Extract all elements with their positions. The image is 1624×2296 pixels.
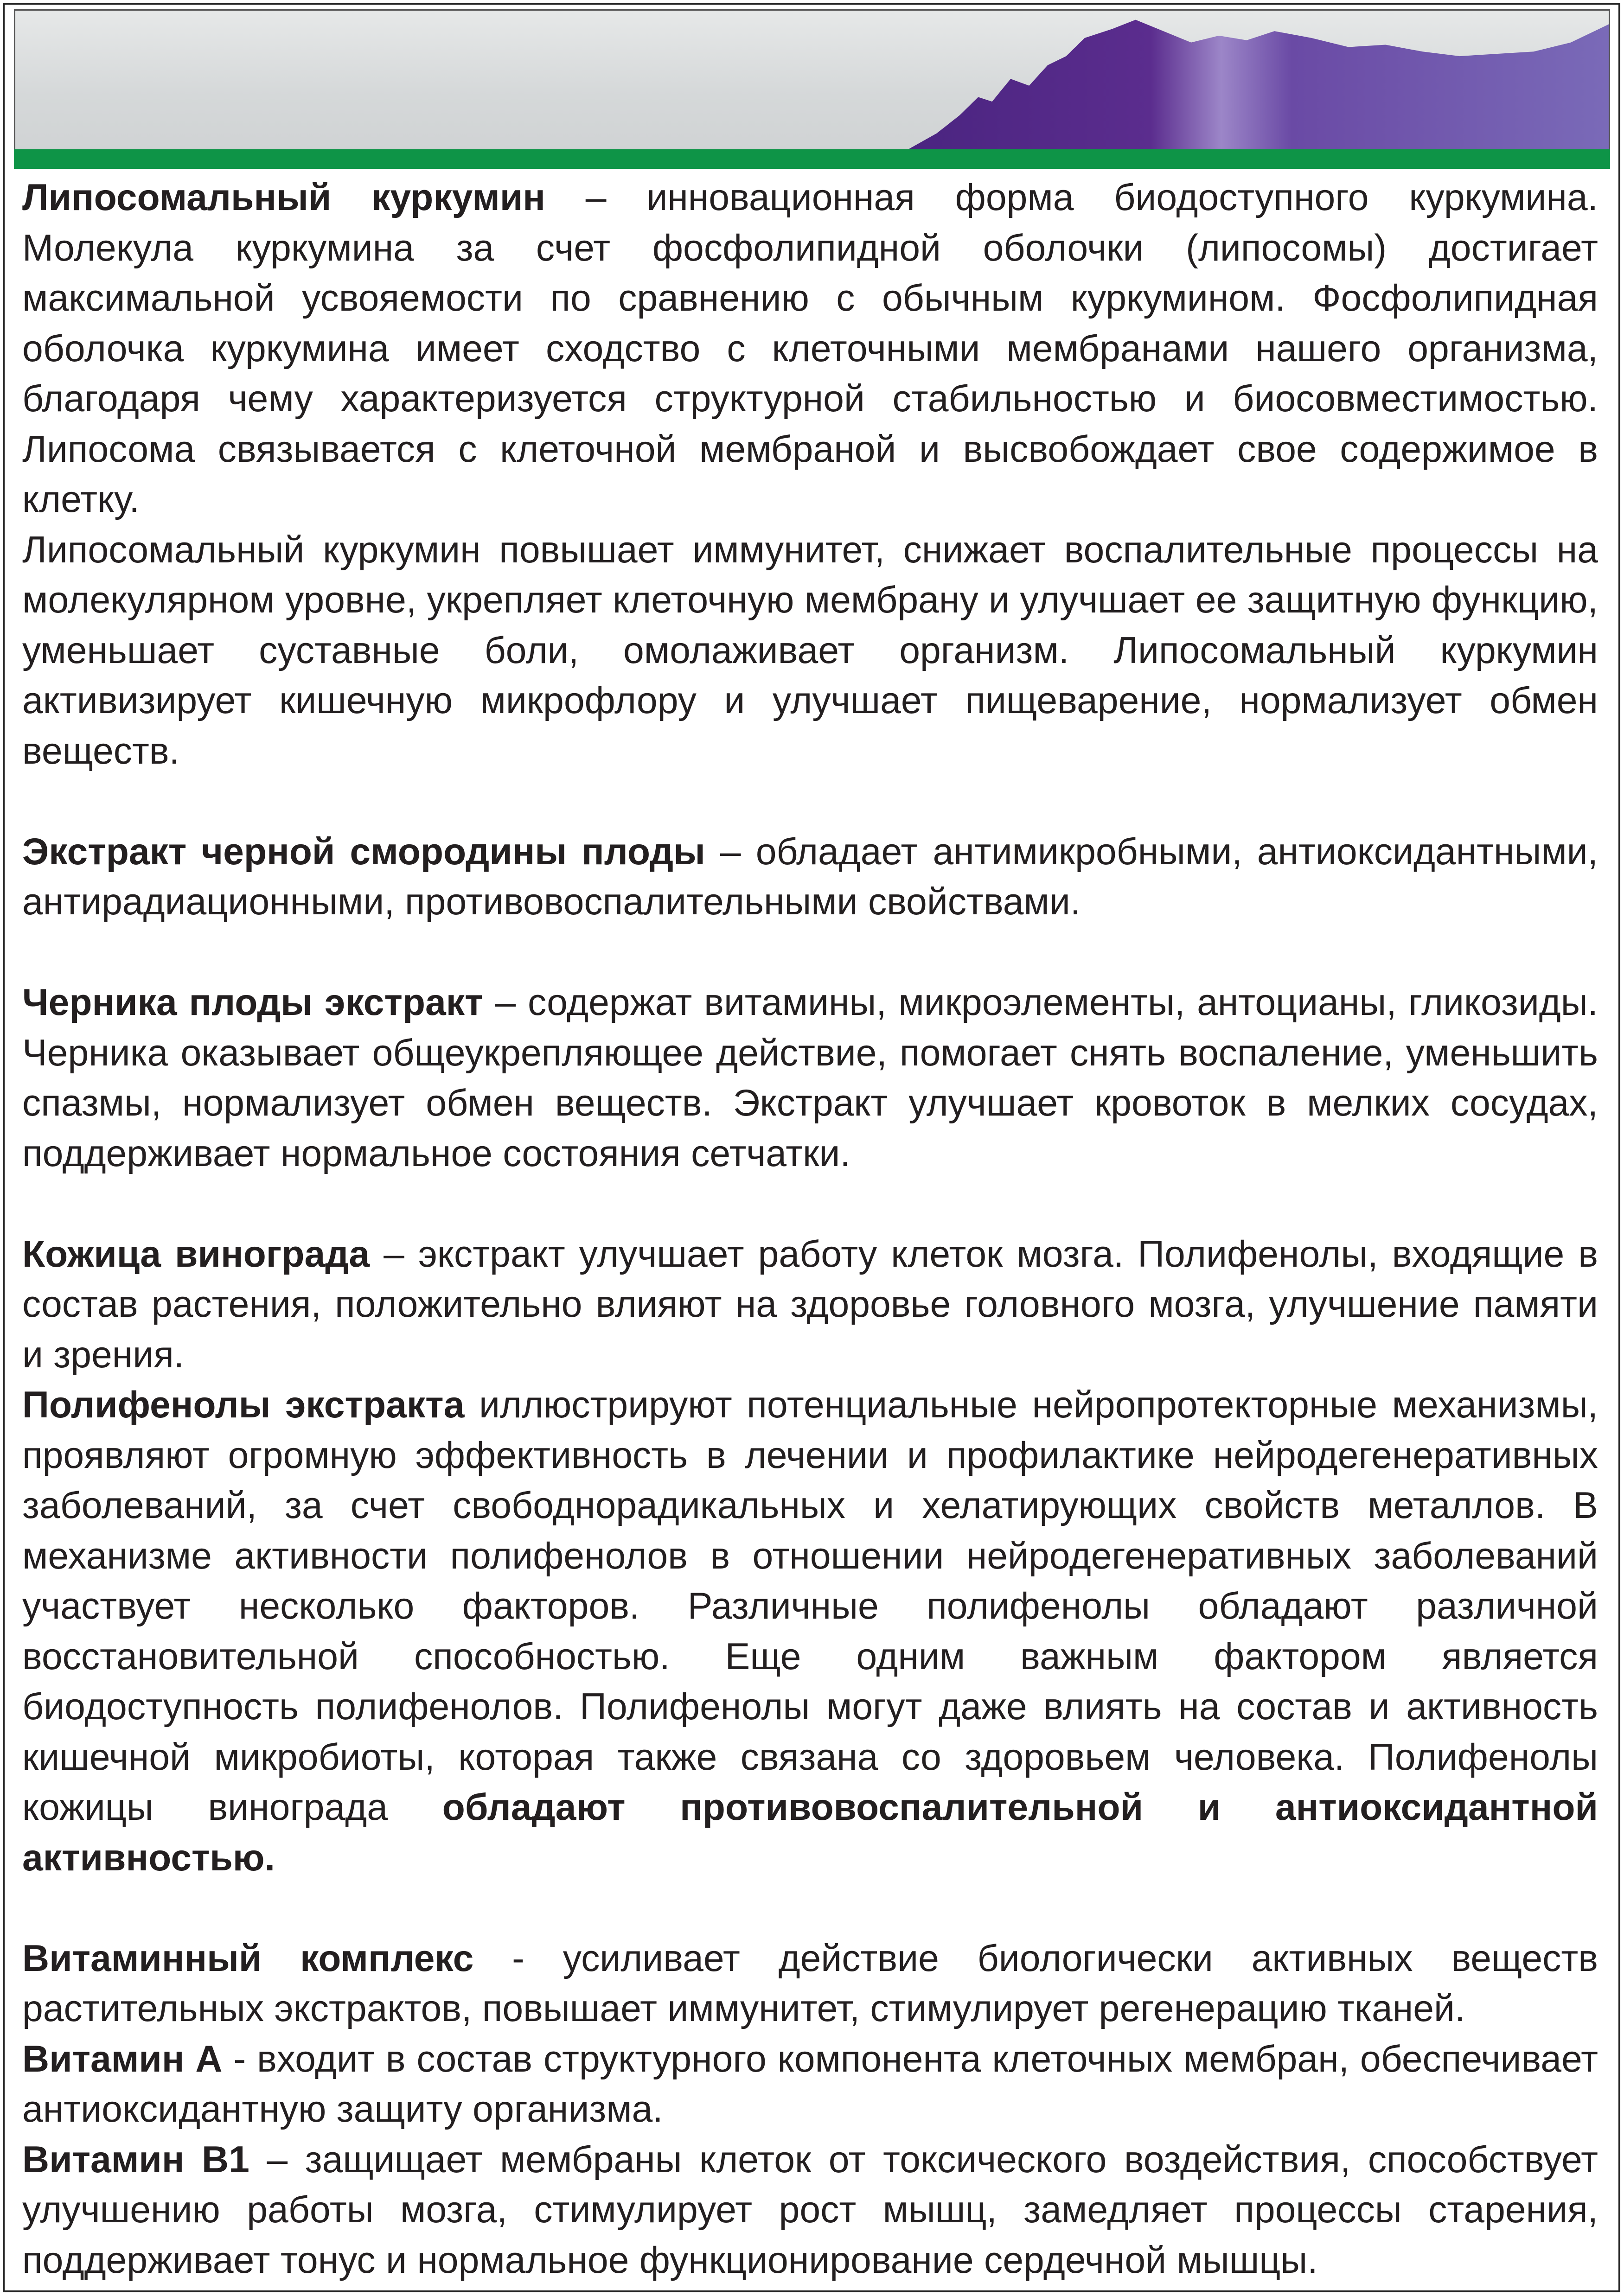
paragraph-grape-skin (22, 1229, 1598, 1380)
paragraph-text: - усиливает действие биологически активных веществ растительных экстрактов, повышает иммунитет, стимулирует регенерацию тканей. (22, 1937, 1598, 2029)
term-heading: Витаминный комплекс (22, 1937, 474, 1979)
term-heading: Экстракт черной смородины плоды (22, 830, 705, 873)
mountain-illustration (15, 11, 1609, 152)
term-heading: Кожица винограда (22, 1233, 370, 1275)
term-heading: Витамин А (22, 2038, 223, 2080)
header-banner (14, 9, 1610, 153)
paragraph-liposomal-curcumin (22, 172, 1598, 525)
term-heading: Витамин В1 (22, 2138, 249, 2181)
paragraph-vitamin-complex (22, 1933, 1598, 2034)
term-heading: Полифенолы экстракта (22, 1384, 465, 1426)
document-body (22, 172, 1598, 2285)
paragraph-text: – инновационная форма биодоступного куркумина. Молекула куркумина за счет фосфолипидной оболочки (липосомы) достигает максимальной усвояемости по сравнению с обычным куркумином. Фосфолипидная оболочка куркумина имеет сходство с клеточными мембранами нашего организма, благодаря чему характеризуется структурной стабильностью и биосовместимостью. Липосома связывается с клеточной мембраной и высвобождает свое содержимое в клетку. (22, 177, 1598, 520)
paragraph-text: – экстракт улучшает работу клеток мозга. Полифенолы, входящие в состав растения, положительно влияют на здоровье головного мозга, улучшение памяти и зрения. (22, 1233, 1598, 1376)
paragraph-bilberry (22, 977, 1598, 1179)
paragraph-polyphenols (22, 1380, 1598, 1883)
paragraph-vitamin-b1 (22, 2135, 1598, 2286)
term-heading: Липосомальный куркумин (22, 177, 545, 218)
paragraph-text: – защищает мембраны клеток от токсического воздействия, способствует улучшению работы мозга, стимулирует рост мышц, замедляет процессы старения, поддерживает тонус и нормальное функционирование сердечной мышцы. (22, 2138, 1598, 2281)
paragraph-bold-conclusion: обладают противовоспалительной и антиоксидантной активностью. (22, 1786, 1598, 1879)
paragraph-text: – обладает антимикробными, антиоксидантными, антирадиационными, противовоспалительными свойствами. (22, 830, 1598, 923)
paragraph-text: иллюстрируют потенциальные нейропротекторные механизмы, проявляют огромную эффективность в лечении и профилактике нейродегенеративных заболеваний, за счет свободнорадикальных и хелатирующих свойств металлов. В механизме активности полифенолов в отношении нейродегенеративных заболеваний участвует несколько факторов. Различные полифенолы обладают различной восстановительной способностью. Еще одним важным фактором является биодоступность полифенолов. Полифенолы могут даже влиять на состав и активность кишечной микробиоты, которая также связана со здоровьем человека. Полифенолы кожицы винограда (22, 1384, 1598, 1828)
paragraph-blackcurrant (22, 827, 1598, 927)
header-green-bar (14, 149, 1610, 169)
paragraph-text: - входит в состав структурного компонента клеточных мембран, обеспечивает антиоксидантную защиту организма. (22, 2038, 1598, 2130)
paragraph-liposomal-curcumin-effects (22, 525, 1598, 777)
paragraph-vitamin-a (22, 2034, 1598, 2135)
paragraph-text: Липосомальный куркумин повышает иммунитет, снижает воспалительные процессы на молекулярном уровне, укрепляет клеточную мембрану и улучшает ее защитную функцию, уменьшает суставные боли, омолаживает организм. Липосомальный куркумин активизирует кишечную микрофлору и улучшает пищеварение, нормализует обмен веществ. (22, 529, 1598, 772)
paragraph-text: – содержат витамины, микроэлементы, антоцианы, гликозиды. Черника оказывает общеукрепляющее действие, помогает снять воспаление, уменьшить спазмы, нормализует обмен веществ. Экстракт улучшает кровоток в мелких сосудах, поддерживает нормальное состояния сетчатки. (22, 982, 1598, 1174)
term-heading: Черника плоды экстракт (22, 982, 483, 1023)
